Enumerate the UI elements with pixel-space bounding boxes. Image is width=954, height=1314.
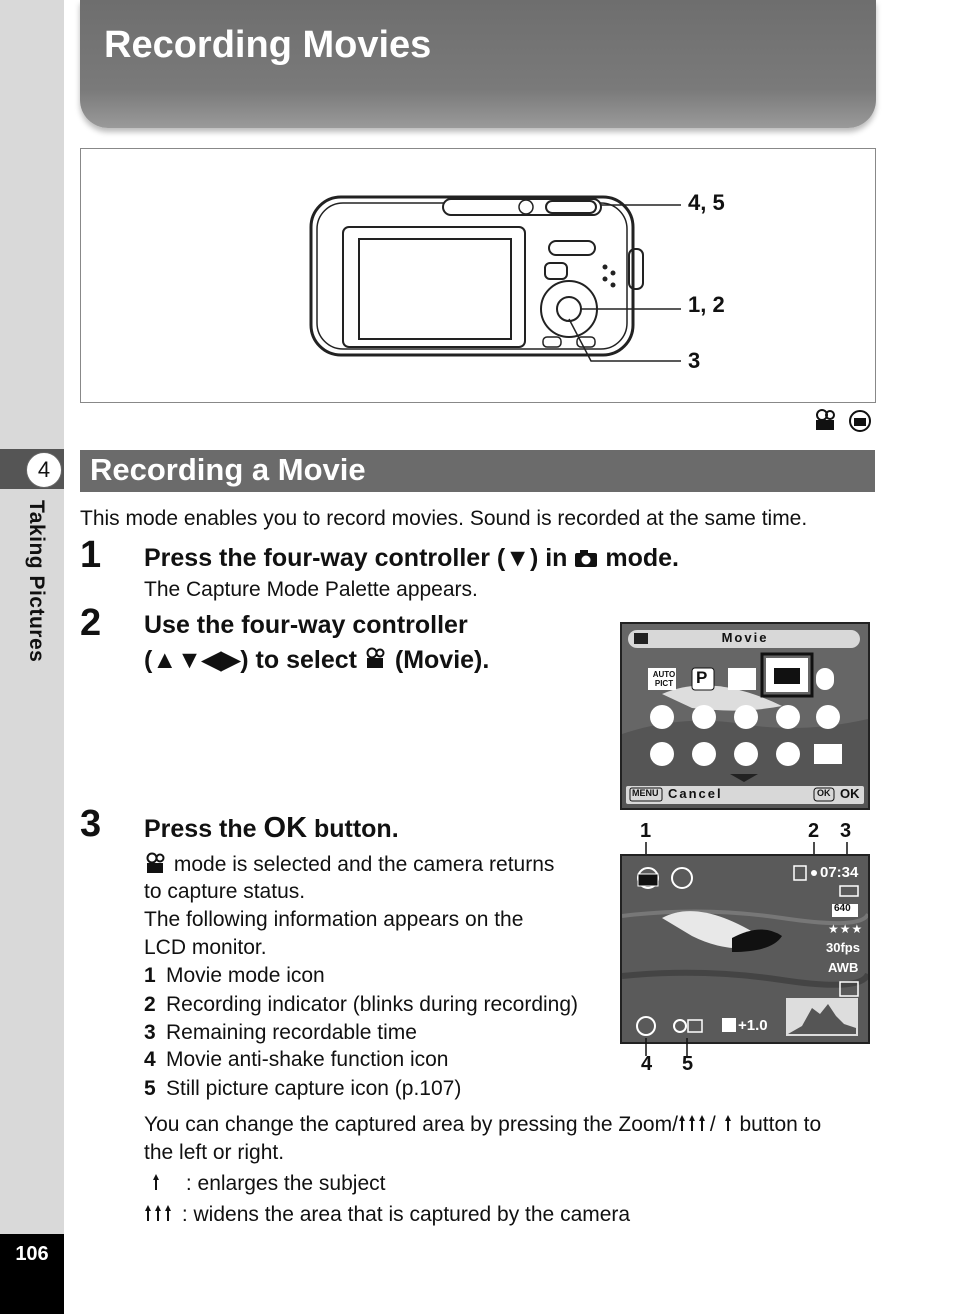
step-1-number: 1 bbox=[80, 534, 102, 576]
step-1-heading-text: Press the four-way controller (▼) in bbox=[144, 544, 568, 572]
callout-3: 3 bbox=[688, 348, 701, 373]
step-2-heading-text: (▲▼◀▶) to select bbox=[144, 646, 357, 674]
list-item bbox=[144, 1077, 461, 1101]
list-item-number: 5 bbox=[144, 1077, 156, 1100]
movie-mode-icon bbox=[144, 852, 168, 874]
step-2-number: 2 bbox=[80, 602, 102, 644]
step-2-heading-line1: Use the four-way controller bbox=[144, 611, 468, 639]
list-item bbox=[144, 1021, 417, 1045]
section-intro: This mode enables you to record movies. Sound is recorded at the same time. bbox=[80, 507, 808, 530]
step-1-heading-end: mode. bbox=[605, 544, 679, 572]
list-item-number: 2 bbox=[144, 993, 156, 1016]
tele-zoom-icon bbox=[150, 1172, 162, 1192]
screen-callout-4: 4 bbox=[641, 1053, 653, 1075]
callout-1-2: 1, 2 bbox=[688, 292, 725, 317]
menu-key[interactable]: MENU bbox=[632, 788, 659, 798]
zoom-note-text-end: button to bbox=[739, 1113, 822, 1136]
underwater-movie-icon bbox=[850, 411, 870, 431]
list-item bbox=[144, 1048, 449, 1072]
list-item-number: 3 bbox=[144, 1021, 156, 1044]
step-3-body-line1 bbox=[144, 852, 554, 877]
list-item-text: Recording indicator (blinks during recording) bbox=[166, 993, 579, 1016]
list-item-text: Movie anti-shake function icon bbox=[166, 1048, 449, 1071]
list-item bbox=[144, 964, 325, 988]
white-balance: AWB bbox=[828, 960, 859, 975]
ok-label[interactable]: OK bbox=[840, 786, 860, 801]
ok-button-glyph: OK bbox=[263, 812, 308, 844]
step-1-body: The Capture Mode Palette appears. bbox=[144, 578, 478, 601]
tele-zoom-icon bbox=[722, 1113, 734, 1133]
capture-status-screen bbox=[620, 854, 870, 1044]
list-item-number: 4 bbox=[144, 1048, 156, 1071]
ok-key[interactable]: OK bbox=[817, 788, 831, 798]
list-item-text: Remaining recordable time bbox=[166, 1021, 417, 1044]
page-number: 106 bbox=[15, 1243, 49, 1265]
step-3-body-text: mode is selected and the camera returns bbox=[173, 853, 555, 876]
section-title: Recording a Movie bbox=[90, 452, 366, 487]
list-item-number: 1 bbox=[144, 964, 156, 987]
step-3-number: 3 bbox=[80, 803, 102, 845]
callout-lines-bottom bbox=[620, 1038, 866, 1058]
ev-compensation: +1.0 bbox=[738, 1017, 768, 1034]
step-3-heading-end: button. bbox=[313, 815, 399, 843]
step-3-body-line3: The following information appears on the bbox=[144, 908, 524, 931]
list-item-text: Still picture capture icon (p.107) bbox=[166, 1077, 462, 1100]
screen-callout-2: 2 bbox=[808, 820, 820, 842]
capture-mode-palette-screen bbox=[620, 622, 870, 810]
applicable-modes bbox=[812, 408, 874, 436]
wide-definition bbox=[144, 1203, 630, 1227]
step-3-heading bbox=[144, 812, 399, 845]
camera-figure bbox=[80, 148, 876, 403]
zoom-note-text: You can change the captured area by pressing the Zoom/ bbox=[144, 1113, 678, 1136]
callout-4-5: 4, 5 bbox=[688, 190, 725, 215]
palette-title: Movie bbox=[721, 630, 769, 645]
camera-back-illustration bbox=[81, 149, 875, 402]
chapter-number: 4 bbox=[26, 452, 62, 488]
movie-icon bbox=[364, 647, 388, 671]
camera-icon bbox=[574, 548, 598, 568]
step-2-heading-end: (Movie). bbox=[394, 646, 490, 674]
screen-callout-1: 1 bbox=[640, 820, 652, 842]
quality-stars: ★★★ bbox=[828, 922, 864, 936]
list-item-text: Movie mode icon bbox=[166, 964, 325, 987]
cancel-label[interactable]: Cancel bbox=[668, 786, 723, 801]
page-title: Recording Movies bbox=[104, 24, 432, 66]
screen-callout-3: 3 bbox=[840, 820, 852, 842]
auto-picture-icon[interactable]: AUTO PICT bbox=[652, 670, 676, 688]
movie-mode-icon bbox=[816, 410, 834, 430]
wide-definition-text: : widens the area that is captured by the camera bbox=[181, 1203, 631, 1226]
tele-definition-text: : enlarges the subject bbox=[185, 1172, 386, 1195]
step-1-heading bbox=[144, 544, 679, 573]
tele-definition bbox=[150, 1172, 385, 1196]
program-mode-icon[interactable]: P bbox=[696, 668, 708, 687]
screen-callout-5: 5 bbox=[682, 1053, 694, 1075]
step-3-heading-text: Press the bbox=[144, 815, 257, 843]
remaining-time: 07:34 bbox=[820, 864, 859, 881]
step-3-body-line2: to capture status. bbox=[144, 880, 306, 903]
frame-rate: 30fps bbox=[826, 940, 860, 955]
resolution-badge: 640 bbox=[834, 903, 851, 914]
wide-zoom-icon bbox=[144, 1203, 176, 1223]
step-2-heading-line2 bbox=[144, 645, 489, 675]
step-3-body-line4: LCD monitor. bbox=[144, 936, 267, 959]
list-item bbox=[144, 993, 578, 1017]
zoom-note-line2: the left or right. bbox=[144, 1141, 285, 1164]
zoom-note-line1: You can change the captured area by pressing the Zoom/ / button to bbox=[144, 1113, 822, 1136]
chapter-label: Taking Pictures bbox=[25, 500, 48, 663]
palette-illustration bbox=[622, 624, 868, 808]
wide-zoom-icon bbox=[678, 1113, 710, 1133]
